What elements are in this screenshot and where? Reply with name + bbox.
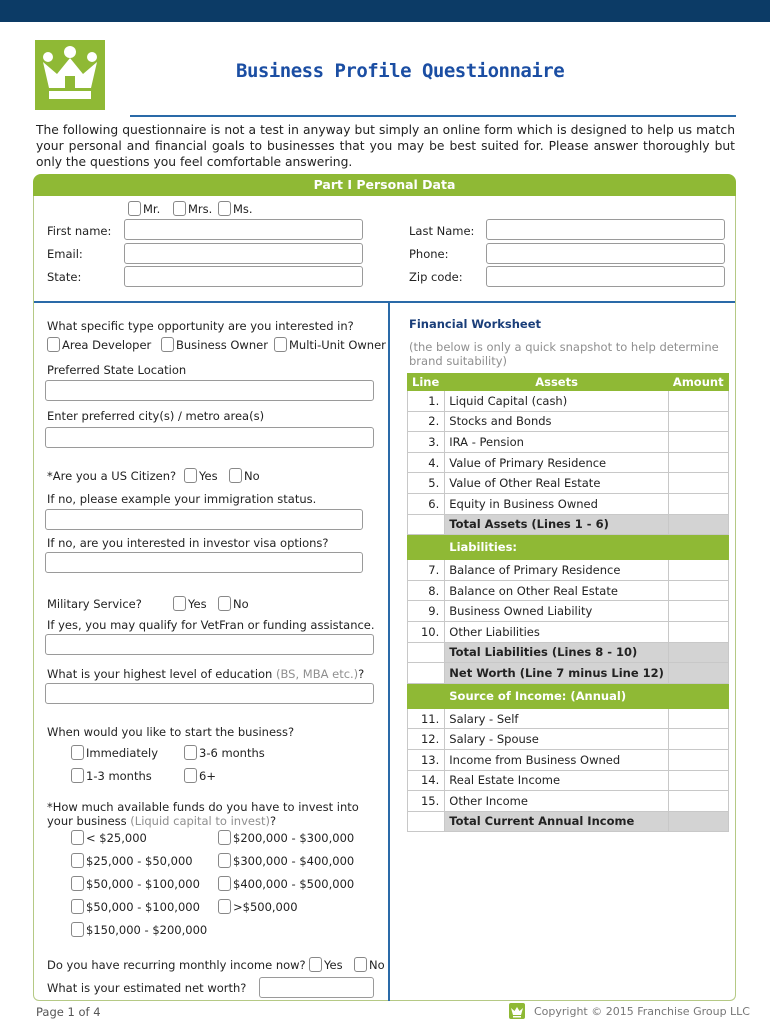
preferred-city-input[interactable] bbox=[45, 427, 374, 448]
line-number: 8. bbox=[408, 580, 445, 601]
funds-option[interactable]: $400,000 - $500,000 bbox=[218, 876, 354, 891]
line-number: 4. bbox=[408, 452, 445, 473]
table-row bbox=[408, 770, 729, 791]
amount-cell[interactable] bbox=[668, 493, 728, 514]
line-number: 12. bbox=[408, 729, 445, 750]
start-immediately[interactable]: Immediately bbox=[71, 745, 158, 760]
salutation-mr[interactable]: Mr. bbox=[128, 201, 160, 216]
row-label: Value of Other Real Estate bbox=[445, 473, 669, 494]
amount-cell[interactable] bbox=[668, 560, 728, 581]
salutation-mrs[interactable]: Mrs. bbox=[173, 201, 212, 216]
row-label: Other Liabilities bbox=[445, 621, 669, 642]
title-divider bbox=[130, 115, 736, 117]
checkbox[interactable] bbox=[71, 745, 84, 760]
start-question: When would you like to start the business? bbox=[47, 725, 295, 739]
line-number: 7. bbox=[408, 560, 445, 581]
funds-option[interactable]: $50,000 - $100,000 bbox=[71, 899, 200, 914]
table-row bbox=[408, 580, 729, 601]
line-number: 13. bbox=[408, 749, 445, 770]
amount-cell[interactable] bbox=[668, 452, 728, 473]
first-name-input[interactable] bbox=[124, 219, 363, 240]
amount-cell[interactable] bbox=[668, 663, 728, 684]
table-row bbox=[408, 749, 729, 770]
immigration-input[interactable] bbox=[45, 509, 363, 530]
option-area-developer[interactable]: Area Developer bbox=[47, 337, 151, 352]
amount-cell[interactable] bbox=[668, 580, 728, 601]
total-income-label: Total Current Annual Income bbox=[445, 811, 669, 832]
line-number: 1. bbox=[408, 391, 445, 412]
state-input[interactable] bbox=[124, 266, 363, 287]
funds-option[interactable]: < $25,000 bbox=[71, 830, 147, 845]
preferred-state-input[interactable] bbox=[45, 380, 374, 401]
copyright-text: Copyright © 2015 Franchise Group LLC bbox=[534, 1005, 750, 1018]
education-question: What is your highest level of education (BS, MBA etc.)? bbox=[47, 667, 365, 681]
option-business-owner[interactable]: Business Owner bbox=[161, 337, 268, 352]
table-row bbox=[408, 791, 729, 812]
table-row bbox=[408, 452, 729, 473]
section-header-part1: Part I Personal Data bbox=[33, 174, 736, 196]
table-row bbox=[408, 621, 729, 642]
page-title: Business Profile Questionnaire bbox=[236, 60, 565, 82]
email-label: Email: bbox=[47, 247, 83, 261]
total-assets-row bbox=[408, 514, 729, 535]
option-multi-unit-owner[interactable]: Multi-Unit Owner bbox=[274, 337, 386, 352]
first-name-label: First name: bbox=[47, 224, 112, 238]
table-row bbox=[408, 391, 729, 412]
table-row bbox=[408, 411, 729, 432]
amount-cell[interactable] bbox=[668, 729, 728, 750]
total-liabilities-label: Total Liabilities (Lines 8 - 10) bbox=[445, 642, 669, 663]
row-label: Other Income bbox=[445, 791, 669, 812]
row-label: Business Owned Liability bbox=[445, 601, 669, 622]
checkbox[interactable] bbox=[71, 876, 84, 891]
amount-cell[interactable] bbox=[668, 621, 728, 642]
line-number: 14. bbox=[408, 770, 445, 791]
worksheet-note: (the below is only a quick snapshot to help determine brand suitability) bbox=[409, 340, 719, 368]
financial-worksheet-table bbox=[407, 373, 729, 832]
row-label: Real Estate Income bbox=[445, 770, 669, 791]
amount-cell[interactable] bbox=[668, 708, 728, 729]
amount-cell[interactable] bbox=[668, 473, 728, 494]
liabilities-section-row bbox=[408, 535, 729, 560]
amount-cell[interactable] bbox=[668, 432, 728, 453]
amount-cell[interactable] bbox=[668, 791, 728, 812]
amount-cell[interactable] bbox=[668, 770, 728, 791]
citizen-question: *Are you a US Citizen? bbox=[47, 469, 177, 483]
row-label: Salary - Self bbox=[445, 708, 669, 729]
military-question: Military Service? bbox=[47, 597, 142, 611]
zip-label: Zip code: bbox=[409, 270, 463, 284]
checkbox[interactable] bbox=[274, 337, 287, 352]
row-label: Liquid Capital (cash) bbox=[445, 391, 669, 412]
checkbox[interactable] bbox=[128, 201, 141, 216]
table-row bbox=[408, 473, 729, 494]
line-number: 5. bbox=[408, 473, 445, 494]
start-6-plus[interactable]: 6+ bbox=[184, 768, 216, 783]
phone-label: Phone: bbox=[409, 247, 449, 261]
checkbox[interactable] bbox=[47, 337, 60, 352]
net-worth-question: What is your estimated net worth? bbox=[47, 981, 247, 995]
checkbox[interactable] bbox=[71, 899, 84, 914]
investor-visa-input[interactable] bbox=[45, 552, 363, 573]
table-row bbox=[408, 729, 729, 750]
checkbox[interactable] bbox=[71, 768, 84, 783]
net-worth-label: Net Worth (Line 7 minus Line 12) bbox=[445, 663, 669, 684]
funds-option[interactable]: $50,000 - $100,000 bbox=[71, 876, 200, 891]
military-no[interactable]: No bbox=[218, 596, 249, 611]
row-label: Income from Business Owned bbox=[445, 749, 669, 770]
top-banner bbox=[0, 0, 770, 22]
line-number: 2. bbox=[408, 411, 445, 432]
amount-cell[interactable] bbox=[668, 391, 728, 412]
vetfran-input[interactable] bbox=[45, 634, 374, 655]
checkbox[interactable] bbox=[218, 876, 231, 891]
column-header-line: Line bbox=[408, 374, 445, 391]
amount-cell[interactable] bbox=[668, 411, 728, 432]
net-worth-row bbox=[408, 663, 729, 684]
intro-text: The following questionnaire is not a test in anyway but simply an online form which is designed to help us match your personal and financial goals to businesses that you may be best suited for. Please answer thoroughly but only the questions you feel comfortable answering. bbox=[36, 123, 735, 169]
row-label: Salary - Spouse bbox=[445, 729, 669, 750]
line-number: 9. bbox=[408, 601, 445, 622]
last-name-label: Last Name: bbox=[409, 224, 475, 238]
immigration-label: If no, please example your immigration status. bbox=[47, 492, 317, 506]
crown-logo bbox=[35, 40, 105, 110]
checkbox[interactable] bbox=[229, 468, 242, 483]
checkbox[interactable] bbox=[184, 468, 197, 483]
line-number: 6. bbox=[408, 493, 445, 514]
checkbox[interactable] bbox=[161, 337, 174, 352]
funds-option[interactable]: $200,000 - $300,000 bbox=[218, 830, 354, 845]
table-header-row bbox=[408, 374, 729, 391]
checkbox[interactable] bbox=[71, 922, 84, 937]
recurring-yes[interactable]: Yes bbox=[309, 957, 343, 972]
checkbox[interactable] bbox=[218, 899, 231, 914]
education-input[interactable] bbox=[45, 683, 374, 704]
net-worth-input[interactable] bbox=[259, 977, 374, 998]
amount-cell[interactable] bbox=[668, 749, 728, 770]
preferred-city-label: Enter preferred city(s) / metro area(s) bbox=[47, 409, 265, 423]
checkbox[interactable] bbox=[218, 853, 231, 868]
column-header-amount: Amount bbox=[668, 374, 728, 391]
row-label: Equity in Business Owned bbox=[445, 493, 669, 514]
last-name-input[interactable] bbox=[486, 219, 725, 240]
income-section-row bbox=[408, 683, 729, 708]
salutation-ms[interactable]: Ms. bbox=[218, 201, 253, 216]
table-row bbox=[408, 432, 729, 453]
amount-cell[interactable] bbox=[668, 811, 728, 832]
opportunity-question: What specific type opportunity are you interested in? bbox=[47, 319, 354, 333]
income-heading: Source of Income: (Annual) bbox=[445, 683, 728, 708]
investor-visa-label: If no, are you interested in investor visa options? bbox=[47, 536, 329, 550]
table-row bbox=[408, 493, 729, 514]
column-divider bbox=[388, 303, 390, 1001]
citizen-yes[interactable]: Yes bbox=[184, 468, 218, 483]
checkbox[interactable] bbox=[309, 957, 322, 972]
vetfran-note: If yes, you may qualify for VetFran or funding assistance. bbox=[47, 618, 375, 632]
row-label: IRA - Pension bbox=[445, 432, 669, 453]
checkbox[interactable] bbox=[218, 596, 231, 611]
amount-cell[interactable] bbox=[668, 601, 728, 622]
email-input[interactable] bbox=[124, 243, 363, 264]
checkbox[interactable] bbox=[184, 745, 197, 760]
row-label: Balance on Other Real Estate bbox=[445, 580, 669, 601]
amount-cell[interactable] bbox=[668, 642, 728, 663]
funds-option[interactable]: >$500,000 bbox=[218, 899, 298, 914]
crown-icon bbox=[509, 1003, 525, 1019]
state-label: State: bbox=[47, 270, 82, 284]
checkbox[interactable] bbox=[71, 830, 84, 845]
phone-input[interactable] bbox=[486, 243, 725, 264]
worksheet-title: Financial Worksheet bbox=[409, 317, 542, 331]
checkbox[interactable] bbox=[173, 201, 186, 216]
column-header-assets: Assets bbox=[445, 374, 669, 391]
row-label: Stocks and Bonds bbox=[445, 411, 669, 432]
citizen-no[interactable]: No bbox=[229, 468, 260, 483]
amount-cell[interactable] bbox=[668, 514, 728, 535]
page-number: Page 1 of 4 bbox=[36, 1005, 101, 1019]
preferred-state-label: Preferred State Location bbox=[47, 363, 187, 377]
table-row bbox=[408, 601, 729, 622]
line-number: 10. bbox=[408, 621, 445, 642]
funds-question-line2: your business (Liquid capital to invest)? bbox=[47, 814, 277, 828]
checkbox[interactable] bbox=[354, 957, 367, 972]
checkbox[interactable] bbox=[184, 768, 197, 783]
checkbox[interactable] bbox=[218, 830, 231, 845]
zip-input[interactable] bbox=[486, 266, 725, 287]
total-income-row bbox=[408, 811, 729, 832]
recurring-no[interactable]: No bbox=[354, 957, 385, 972]
start-1-3-months[interactable]: 1-3 months bbox=[71, 768, 152, 783]
total-assets-label: Total Assets (Lines 1 - 6) bbox=[445, 514, 669, 535]
start-3-6-months[interactable]: 3-6 months bbox=[184, 745, 265, 760]
funds-option[interactable]: $300,000 - $400,000 bbox=[218, 853, 354, 868]
crown-icon bbox=[35, 40, 105, 110]
line-number: 15. bbox=[408, 791, 445, 812]
row-label: Balance of Primary Residence bbox=[445, 560, 669, 581]
row-label: Value of Primary Residence bbox=[445, 452, 669, 473]
funds-question-line1: *How much available funds do you have to invest into bbox=[47, 800, 359, 814]
line-number: 3. bbox=[408, 432, 445, 453]
military-yes[interactable]: Yes bbox=[173, 596, 207, 611]
recurring-income-question: Do you have recurring monthly income now? bbox=[47, 958, 306, 972]
liabilities-heading: Liabilities: bbox=[445, 535, 728, 560]
checkbox[interactable] bbox=[218, 201, 231, 216]
table-row bbox=[408, 708, 729, 729]
section-divider bbox=[34, 301, 735, 303]
table-row bbox=[408, 560, 729, 581]
checkbox[interactable] bbox=[71, 853, 84, 868]
funds-option[interactable]: $150,000 - $200,000 bbox=[71, 922, 207, 937]
total-liabilities-row bbox=[408, 642, 729, 663]
line-number: 11. bbox=[408, 708, 445, 729]
checkbox[interactable] bbox=[173, 596, 186, 611]
funds-option[interactable]: $25,000 - $50,000 bbox=[71, 853, 193, 868]
